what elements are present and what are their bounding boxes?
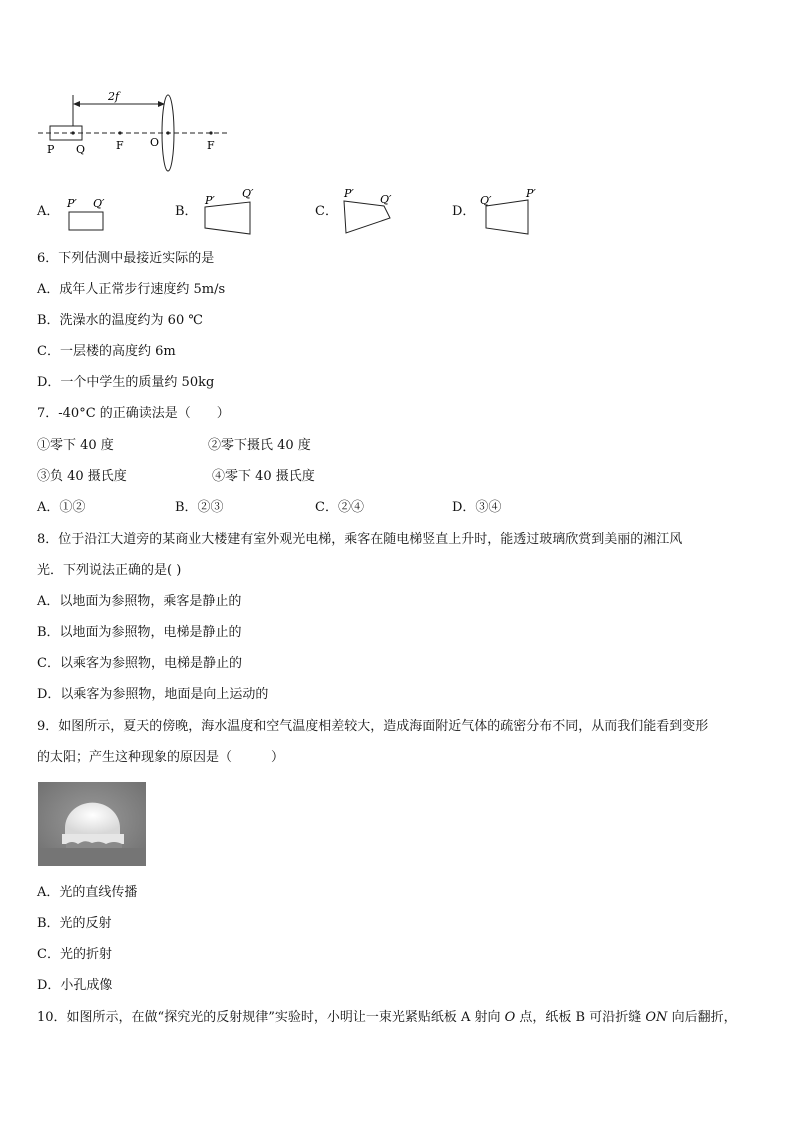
q5-option-a-letter: A． <box>37 204 60 219</box>
label-p: P <box>47 143 55 156</box>
q7-item-2: ②零下摄氏 40 度 <box>208 438 311 453</box>
q7-option-a: A．①② <box>37 500 86 515</box>
q5-option-b-figure <box>200 185 258 237</box>
q8-option-a: A．以地面为参照物，乘客是静止的 <box>37 594 242 609</box>
q5-option-d-letter: D． <box>452 204 476 219</box>
q7-option-b: B．②③ <box>175 500 224 515</box>
svg-text:Q′: Q′ <box>380 193 392 206</box>
q9-stem-line2: 的太阳；产生这种现象的原因是（ ） <box>37 750 285 765</box>
q10-stem <box>37 1009 737 1027</box>
q7-item-1: ①零下 40 度 <box>37 438 114 453</box>
label-2f: 2f <box>108 90 120 103</box>
lens-diagram <box>30 85 240 177</box>
q5-option-b-letter: B． <box>175 204 198 219</box>
q5-option-a-figure <box>62 194 112 236</box>
q9-stem-line1: 9．如图所示，夏天的傍晚，海水温度和空气温度相差较大，造成海面附近气体的疏密分布不同，从而我们能看到变形 <box>37 719 709 734</box>
q10-fold-on: ON <box>645 1010 668 1025</box>
q9-option-c: C．光的折射 <box>37 947 112 962</box>
q6-stem: 6．下列估测中最接近实际的是 <box>37 251 215 266</box>
q5-option-c-figure <box>340 184 398 236</box>
deformed-sun-photo <box>38 782 146 866</box>
q9-option-a: A．光的直线传播 <box>37 885 138 900</box>
q10-stem-part2: 点，纸板 B 可沿折缝 <box>515 1010 646 1025</box>
point-f-right <box>209 131 212 134</box>
q6-option-b: B．洗澡水的温度约为 60 ℃ <box>37 313 203 328</box>
arrow-head-left <box>73 101 80 107</box>
svg-text:Q′: Q′ <box>93 197 105 210</box>
q8-stem-line2: 光．下列说法正确的是( ) <box>37 563 182 578</box>
q5-option-d-figure <box>478 184 540 236</box>
q8-option-d: D．以乘客为参照物，地面是向上运动的 <box>37 687 269 702</box>
svg-text:P′: P′ <box>344 187 354 200</box>
label-q: Q <box>76 143 86 156</box>
q6-option-c: C．一层楼的高度约 6m <box>37 344 176 359</box>
point-q <box>71 131 74 134</box>
label-o: O <box>150 136 160 149</box>
svg-text:P′: P′ <box>205 194 215 207</box>
svg-text:P′: P′ <box>67 197 77 210</box>
q10-stem-part3: 向后翻折， <box>667 1010 737 1025</box>
svg-text:Q′: Q′ <box>480 194 492 207</box>
q7-option-d: D．③④ <box>452 500 502 515</box>
point-f-left <box>118 131 121 134</box>
q10-point-o: O <box>504 1010 516 1025</box>
q9-option-d: D．小孔成像 <box>37 978 113 993</box>
q6-option-d: D．一个中学生的质量约 50kg <box>37 375 215 390</box>
label-f-left: F <box>116 139 124 152</box>
q8-option-b: B．以地面为参照物，电梯是静止的 <box>37 625 242 640</box>
label-f-right: F <box>207 139 215 152</box>
q7-item-3: ③负 40 摄氏度 <box>37 469 127 484</box>
svg-text:Q′: Q′ <box>242 187 254 200</box>
q8-stem-line1: 8．位于沿江大道旁的某商业大楼建有室外观光电梯，乘客在随电梯竖直上升时，能透过玻璃欣赏到美丽的湘江风 <box>37 532 683 547</box>
q10-stem-part1: 10．如图所示，在做“探究光的反射规律”实验时，小明让一束光紧贴纸板 A 射向 <box>37 1010 505 1025</box>
q7-option-c: C．②④ <box>315 500 364 515</box>
q5-option-c-letter: C． <box>315 204 338 219</box>
point-o <box>166 131 169 134</box>
q6-option-a: A．成年人正常步行速度约 5m/s <box>37 282 226 297</box>
q9-option-b: B．光的反射 <box>37 916 112 931</box>
q8-option-c: C．以乘客为参照物，电梯是静止的 <box>37 656 242 671</box>
q7-stem: 7．-40°C 的正确读法是（ ） <box>37 406 230 421</box>
q7-item-4: ④零下 40 摄氏度 <box>212 469 315 484</box>
svg-text:P′: P′ <box>526 187 536 200</box>
